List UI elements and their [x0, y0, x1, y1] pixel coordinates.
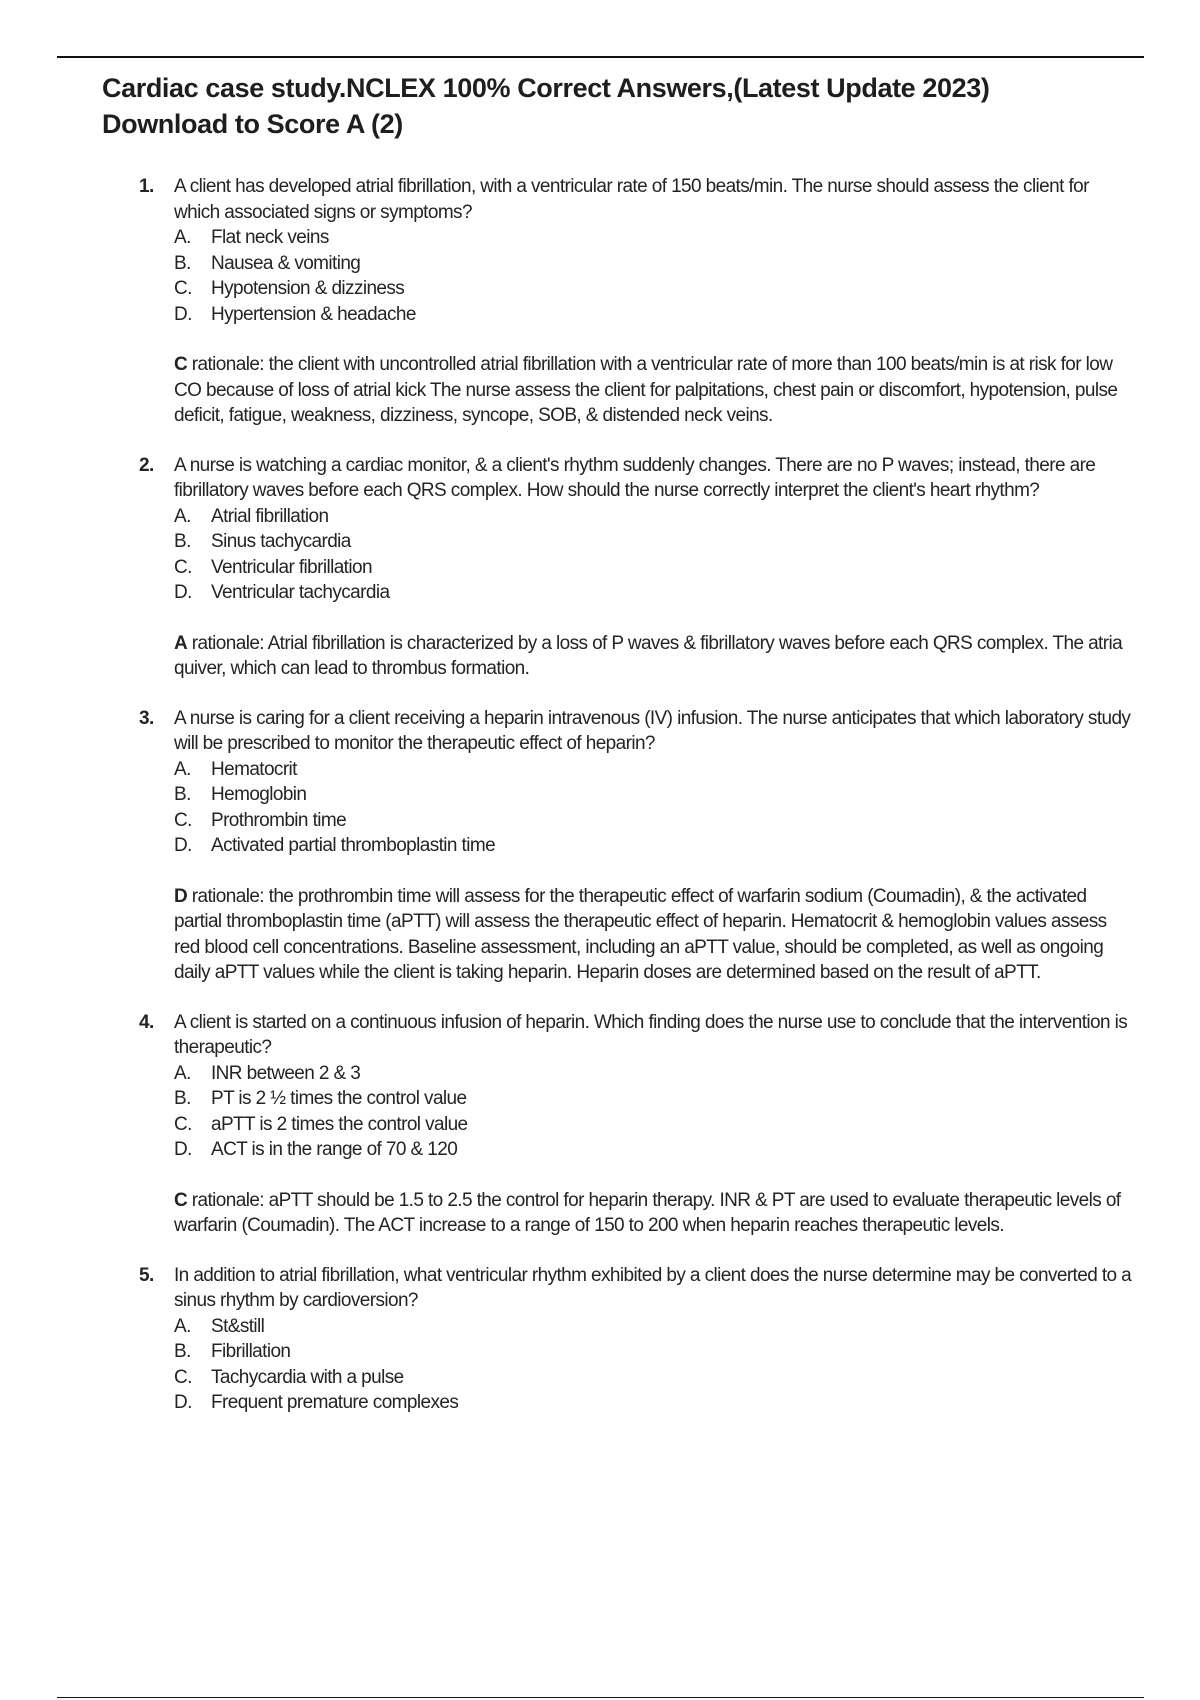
option-text: Tachycardia with a pulse: [211, 1366, 404, 1388]
answer-options: [174, 757, 1132, 859]
option-text: Ventricular tachycardia: [211, 582, 390, 603]
option-b: [174, 529, 1132, 555]
answer-options: [174, 504, 1132, 606]
question-text: A nurse is caring for a client receiving a heparin intravenous (IV) infusion. The nurse anticipates that which laboratory study will be prescribed to monitor the therapeutic effect of heparin?: [174, 707, 1131, 754]
option-text: INR between 2 & 3: [211, 1062, 361, 1084]
option-letter: D.: [174, 1139, 192, 1160]
option-a: [174, 1061, 1132, 1087]
option-text: St&still: [211, 1315, 265, 1337]
option-a: [174, 1314, 1132, 1340]
option-d: [174, 302, 1132, 328]
option-letter: C.: [174, 278, 192, 299]
correct-answer: A: [174, 632, 188, 654]
option-a: [174, 225, 1132, 251]
rationale-text: rationale: the prothrombin time will assess for the therapeutic effect of warfarin sodium (Coumadin), & the activated partial thromboplastin time (aPTT) will assess the therapeutic effect of heparin. Hematocrit & hemoglobin values assess red blood cell concentrations. Baseline assessment, including an aPTT value, should be completed, as well as ongoing daily aPTT values while the client is taking heparin. Heparin doses are determined based on the result of aPTT.: [174, 885, 1107, 983]
question-5: [102, 1263, 1132, 1416]
option-a: [174, 757, 1132, 783]
question-number: 2.: [139, 454, 154, 476]
option-text: Hypertension & headache: [211, 303, 416, 325]
option-d: [174, 580, 1132, 606]
rationale-text: rationale: the client with uncontrolled atrial fibrillation with a ventricular rate of more than 100 beats/min is at risk for low CO because of loss of atrial kick The nurse assess the client for palpitations, chest pain or discomfort, hypotension, pulse deficit, fatigue, weakness, dizziness, syncope, SOB, & distended neck veins.: [174, 354, 1118, 426]
question-text: A client is started on a continuous infusion of heparin. Which finding does the nurse use to conclude that the intervention is therapeutic?: [174, 1011, 1128, 1058]
top-rule: [57, 56, 1144, 58]
option-b: [174, 782, 1132, 808]
answer-options: [174, 225, 1132, 327]
rationale: [174, 631, 1132, 682]
option-letter: D.: [174, 303, 192, 325]
option-text: Hemoglobin: [211, 784, 307, 805]
option-letter: D.: [174, 582, 192, 603]
option-text: Nausea & vomiting: [211, 252, 361, 274]
question-text: A nurse is watching a cardiac monitor, & a client's rhythm suddenly changes. There are no P waves; instead, there are fibrillatory waves before each QRS complex. How should the nurse correctly interpret the client's heart rhythm?: [174, 454, 1096, 501]
option-text: Activated partial thromboplastin time: [211, 835, 496, 856]
option-letter: B.: [174, 1341, 191, 1362]
option-text: Hypotension & dizziness: [211, 278, 405, 299]
option-b: [174, 1086, 1132, 1112]
option-d: [174, 833, 1132, 859]
option-letter: B.: [174, 531, 191, 552]
bottom-rule: [57, 1697, 1144, 1698]
option-text: Atrial fibrillation: [211, 505, 329, 527]
option-letter: C.: [174, 556, 192, 578]
option-c: [174, 1112, 1132, 1138]
option-letter: C.: [174, 809, 192, 831]
option-b: [174, 1339, 1132, 1365]
rationale-text: rationale: aPTT should be 1.5 to 2.5 the control for heparin therapy. INR & PT are used to evaluate therapeutic levels of warfarin (Coumadin). The ACT increase to a range of 150 to 200 when heparin reaches therapeutic levels.: [174, 1189, 1121, 1236]
option-c: [174, 555, 1132, 581]
correct-answer: D: [174, 885, 188, 907]
correct-answer: C: [174, 354, 188, 375]
option-text: ACT is in the range of 70 & 120: [211, 1139, 458, 1160]
option-letter: A.: [174, 227, 191, 248]
question-3: [102, 706, 1132, 986]
option-c: [174, 1365, 1132, 1391]
option-letter: B.: [174, 1088, 191, 1109]
option-letter: D.: [174, 835, 192, 856]
question-text: In addition to atrial fibrillation, what ventricular rhythm exhibited by a client does the nurse determine may be converted to a sinus rhythm by cardioversion?: [174, 1264, 1132, 1311]
question-number: 1.: [139, 176, 154, 197]
option-c: [174, 276, 1132, 302]
question-1: [102, 174, 1132, 429]
option-text: aPTT is 2 times the control value: [211, 1113, 468, 1135]
option-c: [174, 808, 1132, 834]
option-text: Fibrillation: [211, 1341, 291, 1362]
answer-options: [174, 1061, 1132, 1163]
option-letter: D.: [174, 1392, 192, 1413]
question-list: [102, 174, 1132, 1440]
page-title: Cardiac case study.NCLEX 100% Correct Answers,(Latest Update 2023) Download to Score A (2): [102, 73, 990, 139]
option-a: [174, 504, 1132, 530]
option-letter: A.: [174, 505, 191, 527]
question-number: 3.: [139, 707, 154, 729]
option-text: Hematocrit: [211, 758, 297, 780]
option-letter: C.: [174, 1366, 192, 1388]
option-letter: B.: [174, 784, 191, 805]
question-text: A client has developed atrial fibrillation, with a ventricular rate of 150 beats/min. The nurse should assess the client for which associated signs or symptoms?: [174, 176, 1089, 223]
option-d: [174, 1390, 1132, 1416]
option-d: [174, 1137, 1132, 1163]
rationale: [174, 352, 1132, 429]
option-text: Sinus tachycardia: [211, 531, 351, 552]
option-letter: B.: [174, 252, 191, 274]
option-text: Frequent premature complexes: [211, 1392, 459, 1413]
option-text: Flat neck veins: [211, 227, 329, 248]
option-text: Prothrombin time: [211, 809, 347, 831]
option-text: Ventricular fibrillation: [211, 556, 372, 578]
option-letter: A.: [174, 1315, 191, 1337]
question-2: [102, 453, 1132, 682]
option-b: [174, 251, 1132, 277]
option-text: PT is 2 ½ times the control value: [211, 1088, 467, 1109]
question-4: [102, 1010, 1132, 1239]
rationale: [174, 884, 1132, 986]
option-letter: C.: [174, 1113, 192, 1135]
correct-answer: C: [174, 1189, 188, 1211]
option-letter: A.: [174, 758, 191, 780]
rationale: [174, 1188, 1132, 1239]
answer-options: [174, 1314, 1132, 1416]
question-number: 5.: [139, 1264, 154, 1286]
question-number: 4.: [139, 1011, 154, 1033]
option-letter: A.: [174, 1062, 191, 1084]
rationale-text: rationale: Atrial fibrillation is characterized by a loss of P waves & fibrillatory waves before each QRS complex. The atria quiver, which can lead to thrombus formation.: [174, 632, 1123, 679]
